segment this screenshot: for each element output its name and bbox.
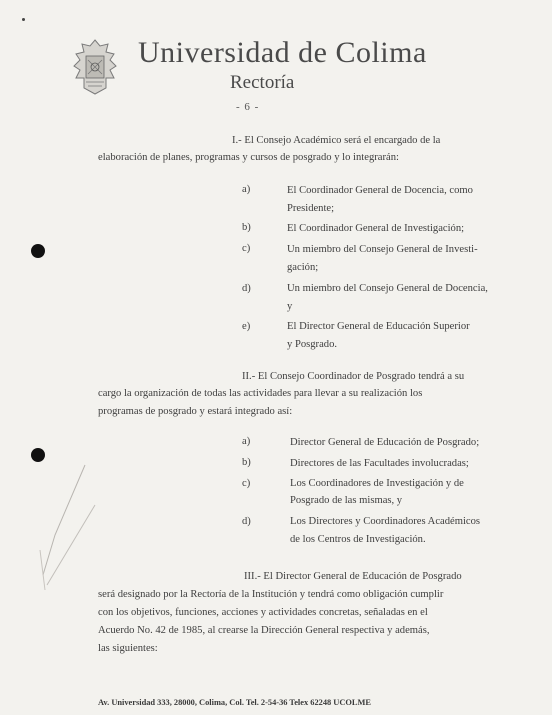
section-3-line-4: Acuerdo No. 42 de 1985, al crearse la Dirección General respectiva y además, xyxy=(98,625,430,636)
section-3-line-5: las siguientes: xyxy=(98,643,158,654)
list-item-line: y Posgrado. xyxy=(287,339,338,350)
university-seal-icon xyxy=(70,38,120,96)
list-item-line: gación; xyxy=(287,262,319,273)
institution-name: Universidad de Colima xyxy=(138,36,427,69)
pencil-mark-icon xyxy=(25,455,105,595)
list-item-marker: c) xyxy=(242,243,251,254)
list-item-line: Un miembro del Consejo General de Docencia, xyxy=(287,283,488,294)
list-item-marker: b) xyxy=(242,457,251,468)
section-3-line-2: será designado por la Rectoría de la Institución y tendrá como obligación cumplir xyxy=(98,589,444,600)
list-item-line: Un miembro del Consejo General de Investi- xyxy=(287,244,478,255)
list-item-line: de los Centros de Investigación. xyxy=(290,534,426,545)
list-item-line: Posgrado de las mismas, y xyxy=(290,495,403,506)
section-1-intro-line-1-text: I.- El Consejo Académico será el encargado de la xyxy=(232,135,441,146)
list-item-marker: b) xyxy=(242,222,251,233)
list-item-marker: a) xyxy=(242,436,251,447)
hole-punch-top xyxy=(31,244,45,258)
section-2-line-1: II.- El Consejo Coordinador de Posgrado tendrá a su xyxy=(242,371,465,382)
section-3-line-3: con los objetivos, funciones, acciones y actividades concretas, señaladas en el xyxy=(98,607,428,618)
list-item-line: El Coordinador General de Investigación; xyxy=(287,223,465,234)
section-2-line-2: cargo la organización de todas las actividades para llevar a su realización los xyxy=(98,388,423,399)
list-item-line: Director General de Educación de Posgrado; xyxy=(290,437,480,448)
list-item-marker: d) xyxy=(242,283,251,294)
section-2-line-3: programas de posgrado y estará integrado así: xyxy=(98,406,293,417)
list-item-line: Directores de las Facultades involucradas; xyxy=(290,458,469,469)
list-item-line: El Coordinador General de Docencia, como xyxy=(287,185,473,196)
list-item-marker: a) xyxy=(242,184,251,195)
list-item-line: Presidente; xyxy=(287,203,335,214)
section-1-intro-line-2: elaboración de planes, programas y cursos de posgrado y lo integrarán: xyxy=(98,152,399,163)
page-number: - 6 - xyxy=(236,101,260,113)
list-item-line: Los Directores y Coordinadores Académicos xyxy=(290,516,481,527)
list-item-marker: d) xyxy=(242,516,251,527)
footer-address: Av. Universidad 333, 28000, Colima, Col. Tel. 2-54-36 Telex 62248 UCOLME xyxy=(98,698,371,707)
list-item-line: El Director General de Educación Superior xyxy=(287,321,470,332)
office-name: Rectoría xyxy=(230,72,295,93)
list-item-marker: e) xyxy=(242,321,251,332)
list-item-marker: c) xyxy=(242,478,251,489)
ink-speck xyxy=(22,18,25,21)
list-item-line: Los Coordinadores de Investigación y de xyxy=(290,478,464,489)
section-3-line-1: III.- El Director General de Educación de Posgrado xyxy=(244,571,462,582)
section-1-intro-line-1 xyxy=(232,134,516,147)
list-item-line: y xyxy=(287,301,293,312)
